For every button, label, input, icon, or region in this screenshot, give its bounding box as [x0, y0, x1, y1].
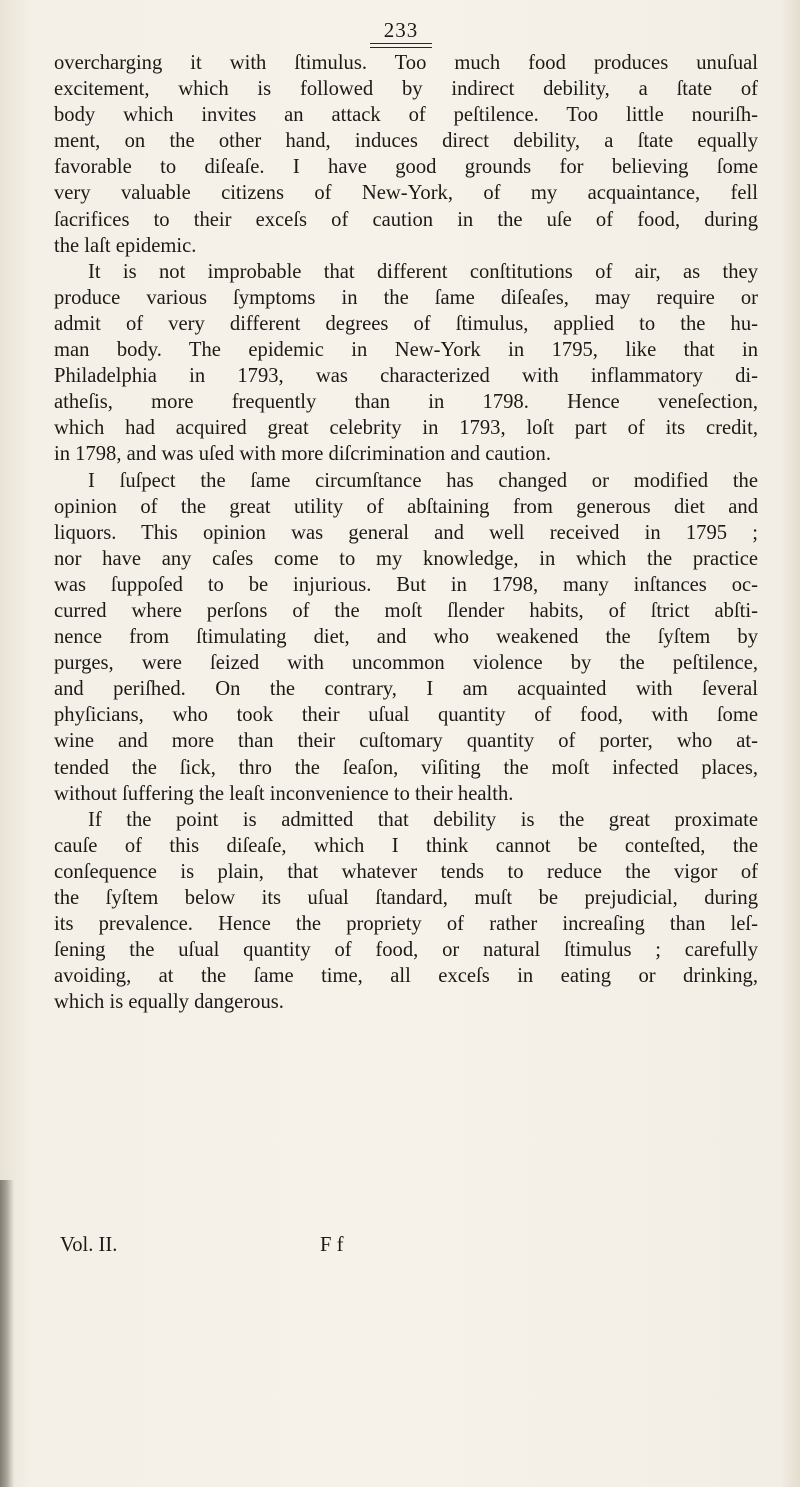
text-line: atheſis, more frequently than in 1798. Hence veneſection,: [54, 391, 758, 414]
text-line: wine and more than their cuſtomary quantity of porter, who at-: [54, 730, 758, 753]
text-line: ſacrifices to their exceſs of caution in the uſe of food, during: [54, 208, 758, 231]
text-line: tended the ſick, thro the ſeaſon, viſiting the moſt infected places,: [54, 756, 758, 779]
text-line: very valuable citizens of New-York, of my acquaintance, fell: [54, 182, 758, 205]
text-line: avoiding, at the ſame time, all exceſs in eating or drinking,: [54, 965, 758, 988]
body-text: [54, 50, 758, 1015]
text-line: was ſuppoſed to be injurious. But in 1798, many inſtances oc-: [54, 573, 758, 596]
text-line: phyſicians, who took their uſual quantity of food, with ſome: [54, 704, 758, 727]
text-line: purges, were ſeized with uncommon violence by the peſtilence,: [54, 652, 758, 675]
page-number: 233: [383, 18, 419, 42]
text-line: and periſhed. On the contrary, I am acquainted with ſeveral: [54, 678, 758, 701]
text-line: excitement, which is followed by indirect debility, a ſtate of: [54, 78, 758, 101]
text-line: opinion of the great utility of abſtaining from generous diet and: [54, 495, 758, 518]
text-line: which is equally dangerous.: [54, 991, 284, 1014]
text-line: favorable to diſeaſe. I have good grounds for believing ſome: [54, 156, 758, 179]
text-line: overcharging it with ſtimulus. Too much food produces unuſual: [54, 52, 758, 74]
page-footer: [60, 1232, 760, 1258]
text-line: nence from ſtimulating diet, and who weakened the ſyſtem by: [54, 626, 758, 649]
text-line: liquors. This opinion was general and well received in 1795 ;: [54, 521, 758, 544]
text-line: curred where perſons of the moſt ſlender habits, of ſtrict abſti-: [54, 599, 758, 622]
text-line: its prevalence. Hence the propriety of rather increaſing than leſ-: [54, 913, 758, 936]
page-number-rule: [370, 43, 432, 48]
text-line: the laſt epidemic.: [54, 234, 197, 257]
text-line: man body. The epidemic in New-York in 1795, like that in: [54, 339, 758, 362]
text-line: body which invites an attack of peſtilence. Too little nouriſh-: [54, 104, 758, 127]
text-line: If the point is admitted that debility is the great proximate: [88, 808, 758, 831]
text-line: It is not improbable that different conſtitutions of air, as they: [88, 260, 758, 283]
text-line: without ſuffering the leaſt inconvenience to their health.: [54, 782, 514, 805]
text-line: cauſe of this diſeaſe, which I think cannot be conteſted, the: [54, 834, 758, 857]
text-line: which had acquired great celebrity in 1793, loſt part of its credit,: [54, 417, 758, 440]
text-line: ſening the uſual quantity of food, or natural ſtimulus ; carefully: [54, 939, 758, 962]
binding-shadow: [0, 1180, 14, 1487]
text-line: the ſyſtem below its uſual ſtandard, muſt be prejudicial, during: [54, 887, 758, 909]
text-line: ment, on the other hand, induces direct debility, a ſtate equally: [54, 130, 758, 153]
text-line: nor have any caſes come to my knowledge, in which the practice: [54, 547, 758, 570]
text-line: I ſuſpect the ſame circumſtance has changed or modified the: [88, 469, 758, 492]
text-line: in 1798, and was uſed with more diſcrimination and caution.: [54, 443, 552, 466]
text-line: admit of very different degrees of ſtimulus, applied to the hu-: [54, 312, 758, 335]
volume-label: Vol. II.: [60, 1234, 118, 1256]
signature-mark: F f: [320, 1234, 344, 1256]
text-line: produce various ſymptoms in the ſame diſeaſes, may require or: [54, 286, 758, 309]
text-line: Philadelphia in 1793, was characterized with inflammatory di-: [54, 365, 758, 388]
text-line: conſequence is plain, that whatever tends to reduce the vigor of: [54, 860, 758, 883]
